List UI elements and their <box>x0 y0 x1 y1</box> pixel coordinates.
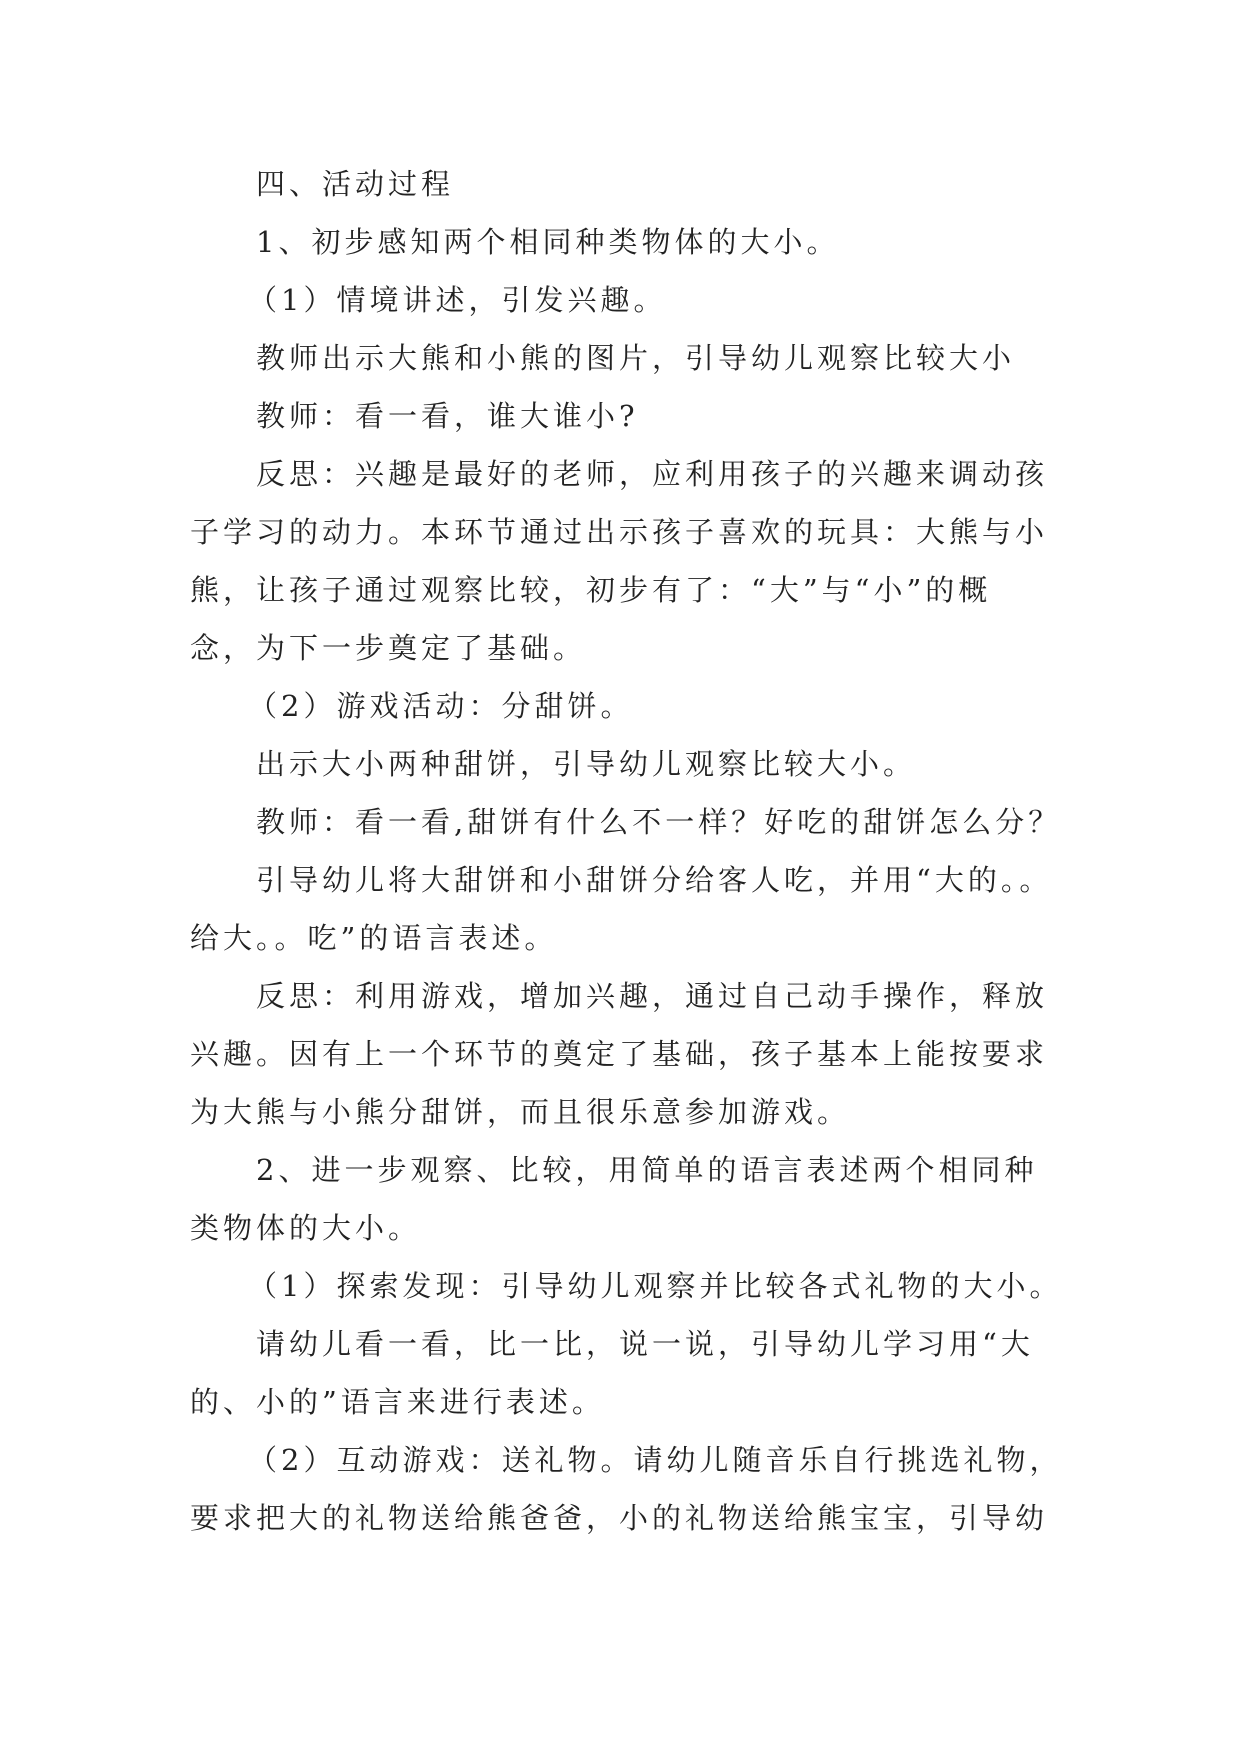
document-body <box>190 155 1070 1547</box>
step-2-heading: 2、进一步观察、比较，用简单的语言表述两个相同种 <box>256 1153 1038 1187</box>
paragraph-line: 的、小的”语言来进行表述。 <box>190 1385 605 1419</box>
section-heading: 四、活动过程 <box>256 167 455 201</box>
step-2-heading: 类物体的大小。 <box>190 1211 422 1245</box>
reflection-1-line: 反思：兴趣是最好的老师，应利用孩子的兴趣来调动孩 <box>256 457 1049 491</box>
substep-2-1: （1）探索发现：引导幼儿观察并比较各式礼物的大小。 <box>248 1269 1063 1303</box>
paragraph-line: 引导幼儿将大甜饼和小甜饼分给客人吃，并用“大的。。 <box>256 863 1053 897</box>
reflection-2-line: 为大熊与小熊分甜饼，而且很乐意参加游戏。 <box>190 1095 851 1129</box>
substep-2-2: （2）互动游戏：送礼物。请幼儿随音乐自行挑选礼物， <box>248 1443 1063 1477</box>
reflection-2-line: 反思：利用游戏，增加兴趣，通过自己动手操作，释放 <box>256 979 1049 1013</box>
paragraph-line: 要求把大的礼物送给熊爸爸，小的礼物送给熊宝宝，引导幼 <box>190 1501 1049 1535</box>
reflection-1-line: 念，为下一步奠定了基础。 <box>190 631 587 665</box>
paragraph-line: 教师出示大熊和小熊的图片，引导幼儿观察比较大小 <box>256 341 1016 375</box>
reflection-1-line: 子学习的动力。本环节通过出示孩子喜欢的玩具：大熊与小 <box>190 515 1049 549</box>
reflection-1-line: 熊，让孩子通过观察比较，初步有了：“大”与“小”的概 <box>190 573 992 607</box>
paragraph-line: 教师：看一看，谁大谁小? <box>256 399 639 433</box>
substep-1-2: （2）游戏活动：分甜饼。 <box>248 689 634 723</box>
paragraph-line: 出示大小两种甜饼，引导幼儿观察比较大小。 <box>256 747 917 781</box>
paragraph-line: 给大。。吃”的语言表述。 <box>190 921 558 955</box>
paragraph-line: 请幼儿看一看，比一比，说一说，引导幼儿学习用“大 <box>256 1327 1034 1361</box>
paragraph-line: 教师：看一看,甜饼有什么不一样？好吃的甜饼怎么分？ <box>256 805 1062 839</box>
step-1-heading: 1、初步感知两个相同种类物体的大小。 <box>256 225 840 259</box>
reflection-2-line: 兴趣。因有上一个环节的奠定了基础，孩子基本上能按要求 <box>190 1037 1049 1071</box>
substep-1-1: （1）情境讲述，引发兴趣。 <box>248 283 667 317</box>
